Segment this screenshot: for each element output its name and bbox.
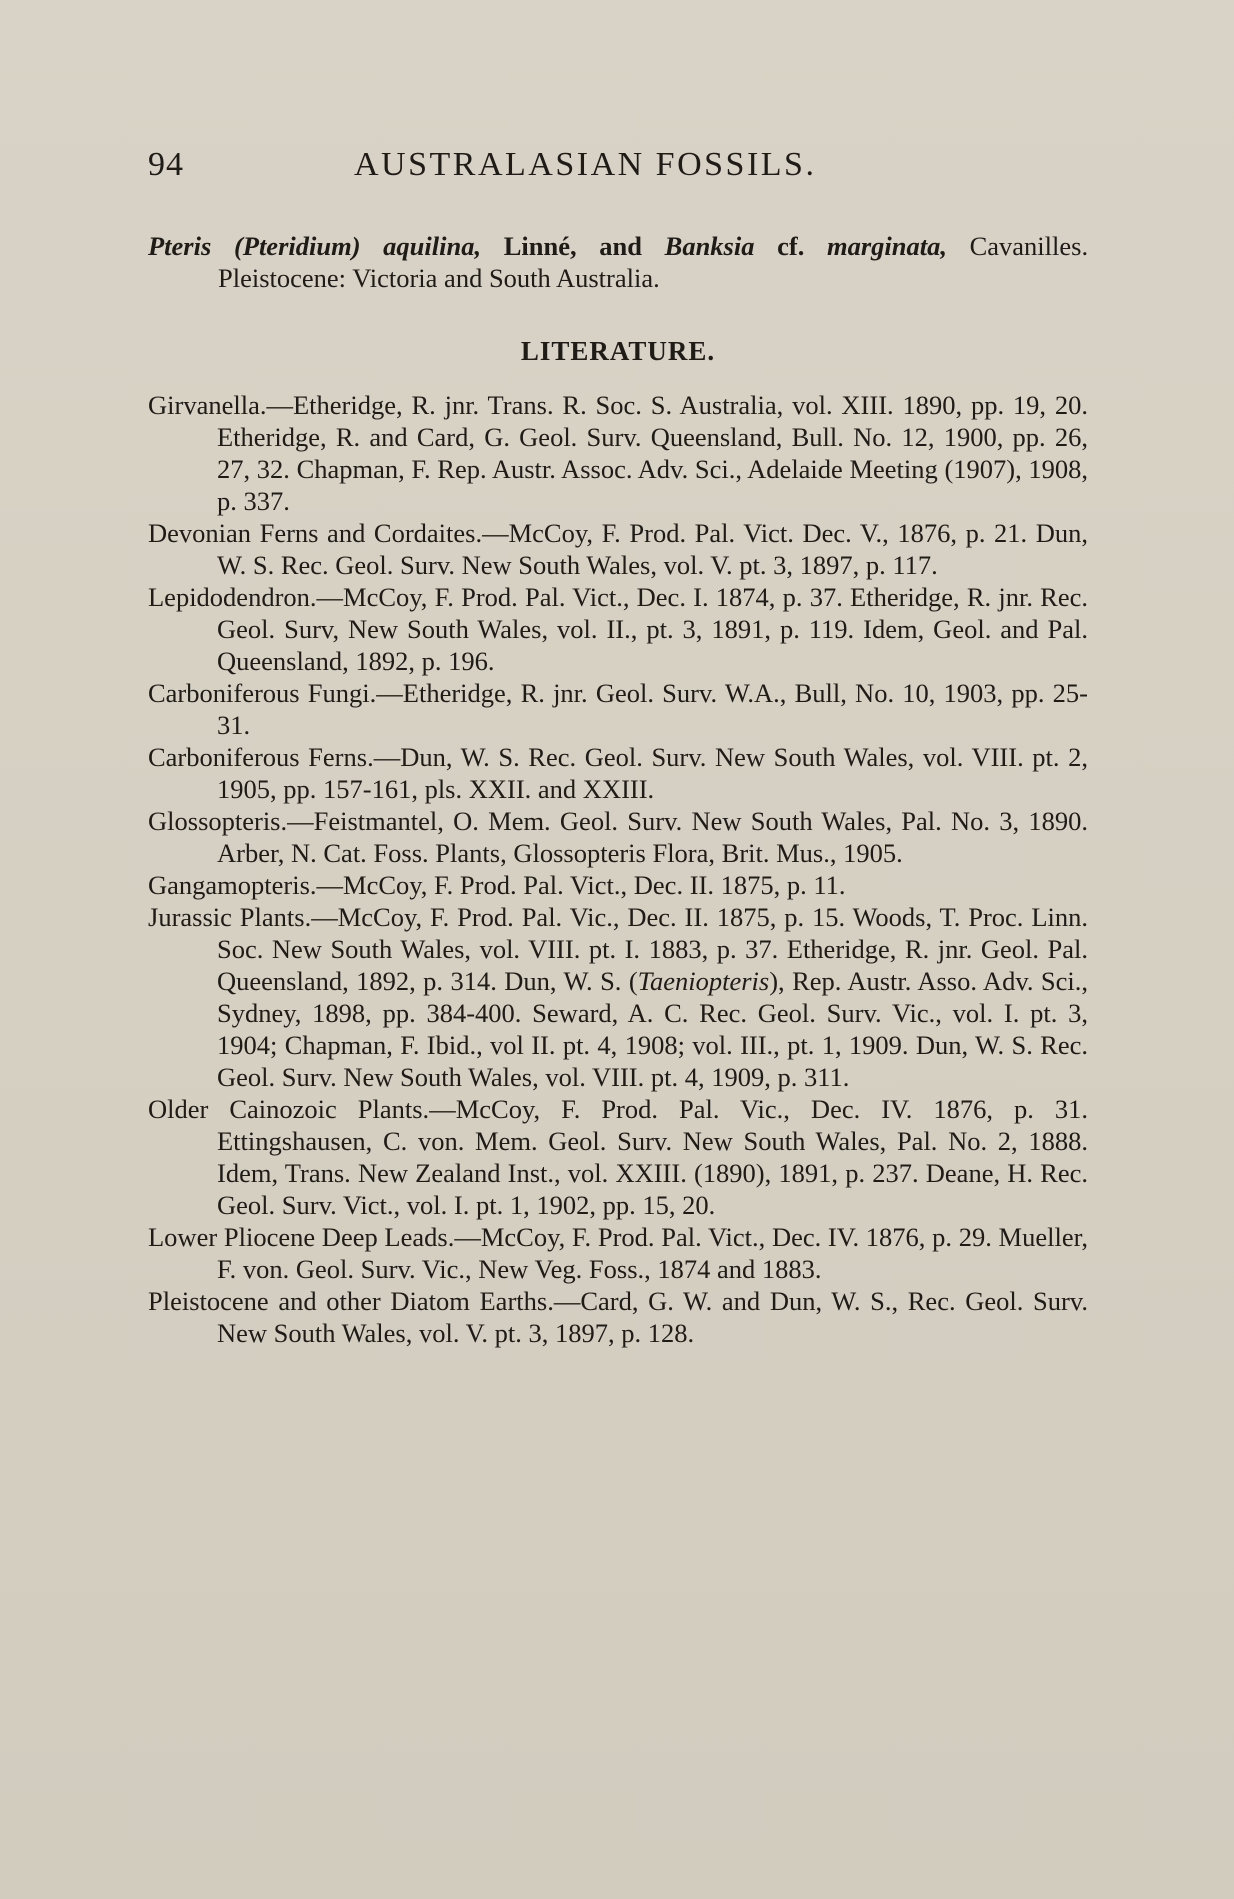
lit-entry-pleistocene-diatom: [148, 1285, 1088, 1349]
literature-list: [148, 389, 1088, 1349]
lit-text: —McCoy, F. Prod. Pal. Vict., Dec. IV. 1876, p. 29. Mueller, F. von. Geol. Surv. Vic., New Veg. Foss., 1874 and 1883.: [217, 1222, 1088, 1284]
lit-entry-glossopteris: [148, 805, 1088, 869]
lit-topic: Lepidodendron.: [148, 582, 317, 612]
lit-italic-taeniopteris: Taeniopteris: [637, 966, 770, 996]
lit-topic: Girvanella.: [148, 390, 267, 420]
lit-entry-girvanella: [148, 389, 1088, 517]
species-marginata: marginata,: [826, 231, 947, 261]
lit-entry-jurassic: [148, 901, 1088, 1093]
lit-topic: Jurassic Plants.: [148, 902, 312, 932]
species-banksia: Banksia: [664, 231, 755, 261]
lit-entry-devonian: [148, 517, 1088, 581]
lit-topic: Glossopteris.: [148, 806, 288, 836]
lit-topic: Pleistocene and other Diatom Earths.: [148, 1286, 554, 1316]
lit-text: —Dun, W. S. Rec. Geol. Surv. New South Wales, vol. VIII. pt. 2, 1905, pp. 157-161, pls. XXII. and XXIII.: [217, 742, 1088, 804]
lit-text: —McCoy, F. Prod. Pal. Vict., Dec. I. 1874, p. 37. Etheridge, R. jnr. Rec. Geol. Surv, New South Wales, vol. II., pt. 3, 1891, p. 119. Idem, Geol. and Pal. Queensland, 1892, p. 196.: [217, 582, 1088, 676]
literature-heading: LITERATURE.: [520, 336, 716, 366]
lit-text: ), Rep. Austr. Asso. Adv. Sci., Sydney, 1898, pp. 384-400. Seward, A. C. Rec. Geol. Surv. Vic., vol. I. pt. 3, 1904; Chapman, F. Ibid., vol II. pt. 4, 1908; vol. III., pt. 1, 1909. Dun, W. S. Rec. Geol. Surv. New South Wales, vol. VIII. pt. 4, 1909, p. 311.: [217, 966, 1089, 1092]
lit-text: —McCoy, F. Prod. Pal. Vic., Dec. II. 1875, p. 15. Woods, T. Proc. Linn. Soc. New South Wales, vol. VIII. pt. I. 1883, p. 37. Etheridge, R. jnr. Geol. Pal. Queensland, 1892, p. 314. Dun, W. S. (: [217, 902, 1088, 996]
lit-topic: Devonian Ferns and Cordaites.: [148, 518, 483, 548]
lit-entry-gangamopteris: [148, 869, 1088, 901]
intro-rest: Cavanilles. Pleistocene: Victoria and South Australia.: [218, 231, 1089, 293]
lit-topic: Carboniferous Ferns.: [148, 742, 374, 772]
running-title: AUSTRALASIAN FOSSILS.: [354, 146, 817, 183]
author-linne: Linné,: [503, 231, 577, 261]
lit-text: —McCoy, F. Prod. Pal. Vic., Dec. IV. 1876, p. 31. Ettingshausen, C. von. Mem. Geol. Surv. New South Wales, Pal. No. 2, 1888. Idem, Trans. New Zealand Inst., vol. XXIII. (1890), 1891, p. 237. Deane, H. Rec. Geol. Surv. Vict., vol. I. pt. 1, 1902, pp. 15, 20.: [217, 1094, 1088, 1220]
conjunction-and: and: [599, 231, 643, 261]
species-pteris: Pteris: [148, 231, 212, 261]
page-body: [148, 230, 1088, 1349]
lit-topic: Lower Pliocene Deep Leads.: [148, 1222, 455, 1252]
species-pteridium: (Pteridium): [233, 231, 361, 261]
lit-text: —Etheridge, R. jnr. Trans. R. Soc. S. Australia, vol. XIII. 1890, pp. 19, 20. Etheridge, R. and Card, G. Geol. Surv. Queensland, Bull. No. 12, 1900, pp. 26, 27, 32. Chapman, F. Rep. Austr. Assoc. Adv. Sci., Adelaide Meeting (1907), 1908, p. 337.: [217, 390, 1088, 516]
lit-entry-lower-pliocene: [148, 1221, 1088, 1285]
intro-paragraph: [148, 230, 1088, 294]
lit-entry-older-cainozoic: [148, 1093, 1088, 1221]
lit-entry-carboniferous-fungi: [148, 677, 1088, 741]
cf-abbrev: cf.: [777, 231, 805, 261]
lit-entry-carboniferous-ferns: [148, 741, 1088, 805]
lit-text: —Etheridge, R. jnr. Geol. Surv. W.A., Bull, No. 10, 1903, pp. 25-31.: [217, 678, 1088, 740]
species-aquilina: aquilina,: [383, 231, 482, 261]
page-number: 94: [148, 146, 184, 183]
lit-topic: Carboniferous Fungi.: [148, 678, 377, 708]
lit-topic: Gangamopteris.: [148, 870, 317, 900]
page-header: [148, 146, 1088, 192]
lit-text: —McCoy, F. Prod. Pal. Vict., Dec. II. 1875, p. 11.: [316, 870, 846, 900]
lit-text: —McCoy, F. Prod. Pal. Vict. Dec. V., 1876, p. 21. Dun, W. S. Rec. Geol. Surv. New South Wales, vol. V. pt. 3, 1897, p. 117.: [217, 518, 1088, 580]
lit-entry-lepidodendron: [148, 581, 1088, 677]
lit-text: —Card, G. W. and Dun, W. S., Rec. Geol. Surv. New South Wales, vol. V. pt. 3, 1897, p. 128.: [217, 1286, 1088, 1348]
lit-text: —Feistmantel, O. Mem. Geol. Surv. New South Wales, Pal. No. 3, 1890. Arber, N. Cat. Foss. Plants, Glossopteris Flora, Brit. Mus., 1905.: [217, 806, 1088, 868]
lit-topic: Older Cainozoic Plants.: [148, 1094, 430, 1124]
